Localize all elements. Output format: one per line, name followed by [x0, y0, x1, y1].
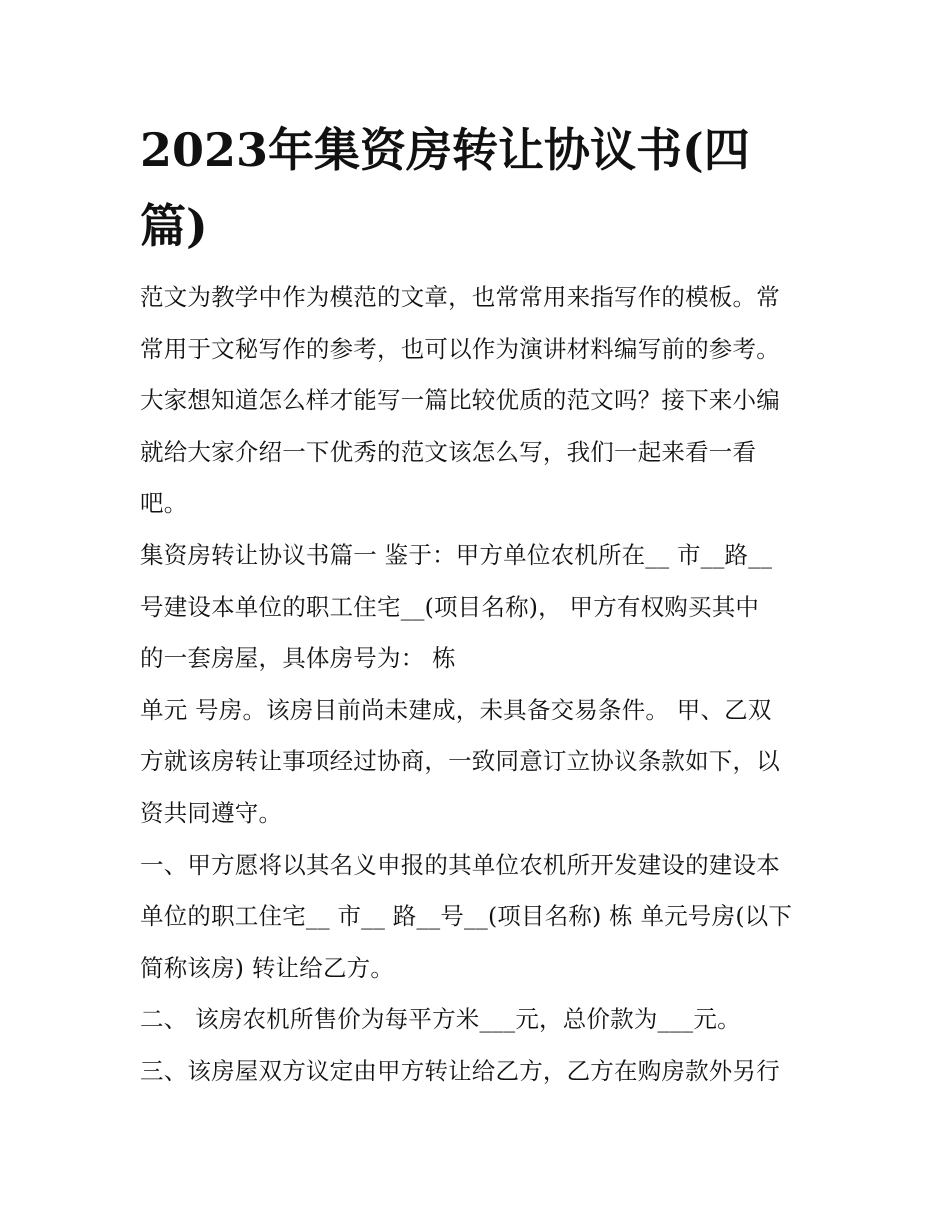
body-line: 简称该房) 转让给乙方。: [140, 953, 395, 982]
body-line: 号建设本单位的职工住宅__(项目名称)， 甲方有权购买其中: [140, 592, 760, 621]
body-line: 大家想知道怎么样才能写一篇比较优质的范文吗？接下来小编: [140, 386, 780, 415]
document-body: [140, 272, 820, 1098]
body-line: 集资房转让协议书篇一 鉴于：甲方单位农机所在__ 市__路__: [140, 540, 773, 569]
body-line: 常用于文秘写作的参考，也可以作为演讲材料编写前的参考。: [140, 334, 780, 363]
body-line: 范文为教学中作为模范的文章，也常常用来指写作的模板。常: [140, 283, 780, 311]
document-title: [140, 112, 820, 264]
body-line: 的一套房屋，具体房号为： 栋: [140, 644, 456, 673]
body-line: 方就该房转让事项经过协商，一致同意订立协议条款如下，以: [140, 747, 780, 776]
body-line: 单位的职工住宅__ 市__ 路__号__(项目名称) 栋 单元号房(以下: [140, 902, 793, 931]
body-line: 资共同遵守。: [140, 798, 283, 827]
body-line: 单元 号房。该房目前尚未建成，未具备交易条件。 甲、乙双: [140, 695, 772, 724]
body-line: 三、该房屋双方议定由甲方转让给乙方，乙方在购房款外另行: [140, 1056, 780, 1085]
body-line: 二、 该房农机所售价为每平方米___元，总价款为___元。: [140, 1005, 741, 1034]
body-line: 一、甲方愿将以其名义申报的其单位农机所开发建设的建设本: [140, 850, 780, 879]
title-line-2: 篇): [140, 199, 208, 253]
title-line-1: 2023年集资房转让协议书(四: [140, 123, 750, 177]
body-line: 就给大家介绍一下优秀的范文该怎么写，我们一起来看一看: [140, 437, 757, 466]
body-line: 吧。: [140, 489, 188, 518]
